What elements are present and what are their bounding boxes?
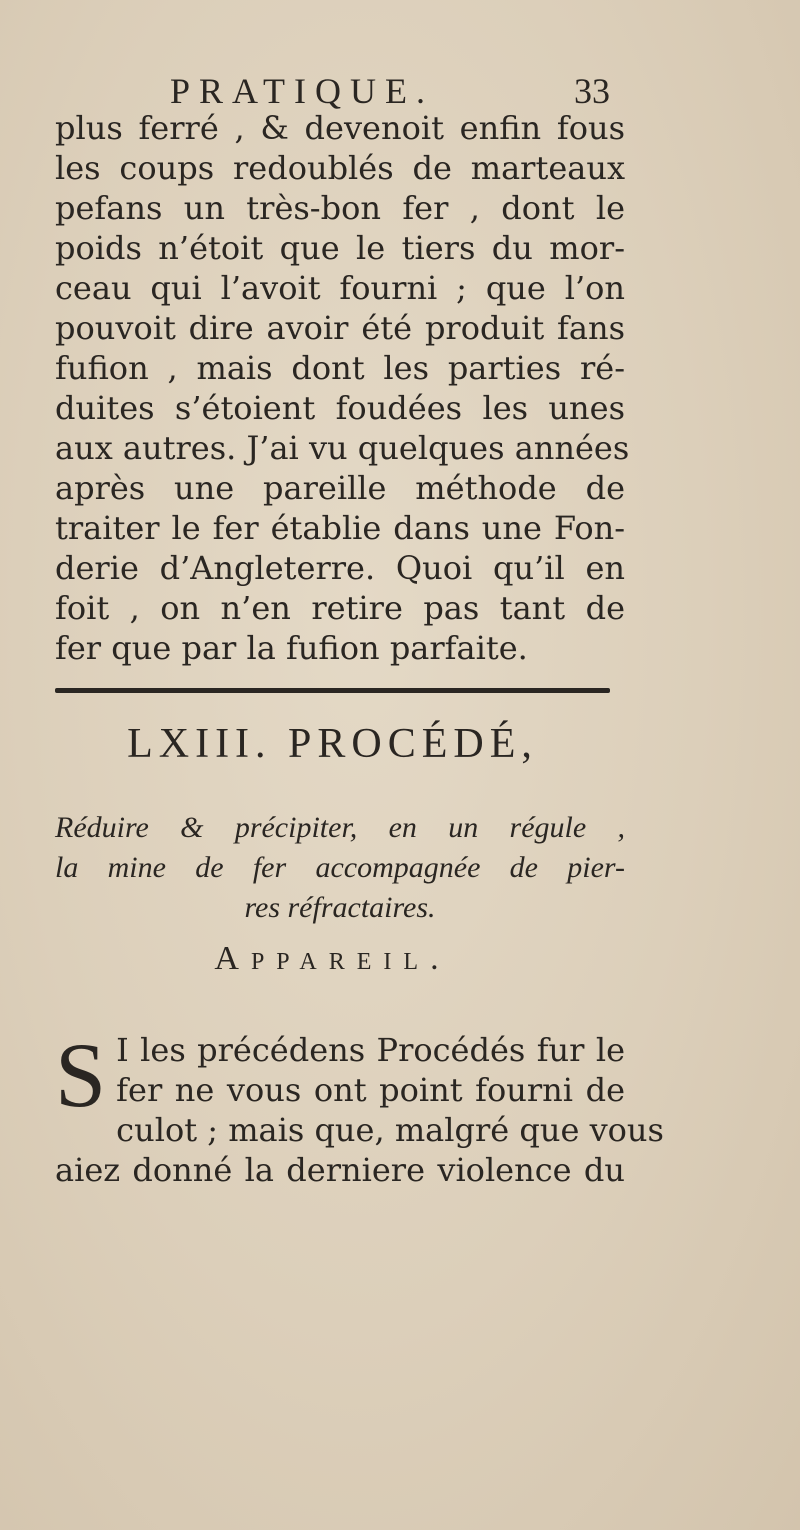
subtitle-line: la mine de fer accompagnée de pier- — [55, 851, 625, 884]
text-line: traiter le fer établie dans une Fon- — [55, 509, 625, 547]
page-number: 33 — [574, 71, 610, 111]
text-line: derie d’Angleterre. Quoi qu’il en — [55, 549, 625, 587]
apparatus-heading: Appareil. — [214, 940, 451, 977]
text-line: pefans un très-bon fer , dont le — [55, 189, 625, 227]
paragraph-1 — [55, 108, 630, 668]
subtitle-line: Réduire & précipiter, en un régule , — [55, 811, 625, 844]
text-line: culot ; mais que, malgré que vous — [116, 1111, 664, 1149]
text-line: après une pareille méthode de — [55, 469, 625, 507]
running-title: PRATIQUE. — [170, 71, 435, 111]
text-line: aux autres. J’ai vu quelques années — [55, 429, 630, 467]
page-header — [170, 70, 610, 110]
paragraph-2 — [55, 1024, 664, 1190]
section-heading: LXIII. PROCÉDÉ, — [127, 721, 538, 767]
text-line: poids n’étoit que le tiers du mor- — [55, 229, 625, 267]
section-subtitle — [55, 808, 625, 928]
text-line: duites s’étoient foudées les unes — [55, 389, 625, 427]
text-line: plus ferré , & devenoit enfin fous — [55, 109, 625, 147]
text-line: fer ne vous ont point fourni de — [116, 1071, 625, 1109]
text-line: fufion , mais dont les parties ré- — [55, 349, 625, 387]
text-line: fer que par la fufion parfaite. — [55, 629, 528, 667]
text-line: aiez donné la derniere violence du — [55, 1151, 625, 1189]
text-line: pouvoit dire avoir été produit fans — [55, 309, 625, 347]
text-line: foit , on n’en retire pas tant de — [55, 589, 625, 627]
subtitle-line: res réfractaires. — [244, 891, 436, 924]
text-line: les coups redoublés de marteaux — [55, 149, 625, 187]
text-line: I les précédens Procédés fur le — [116, 1031, 625, 1069]
drop-capital: S — [55, 1024, 107, 1126]
text-line: ceau qui l’avoit fourni ; que l’on — [55, 269, 625, 307]
section-divider — [55, 688, 610, 693]
